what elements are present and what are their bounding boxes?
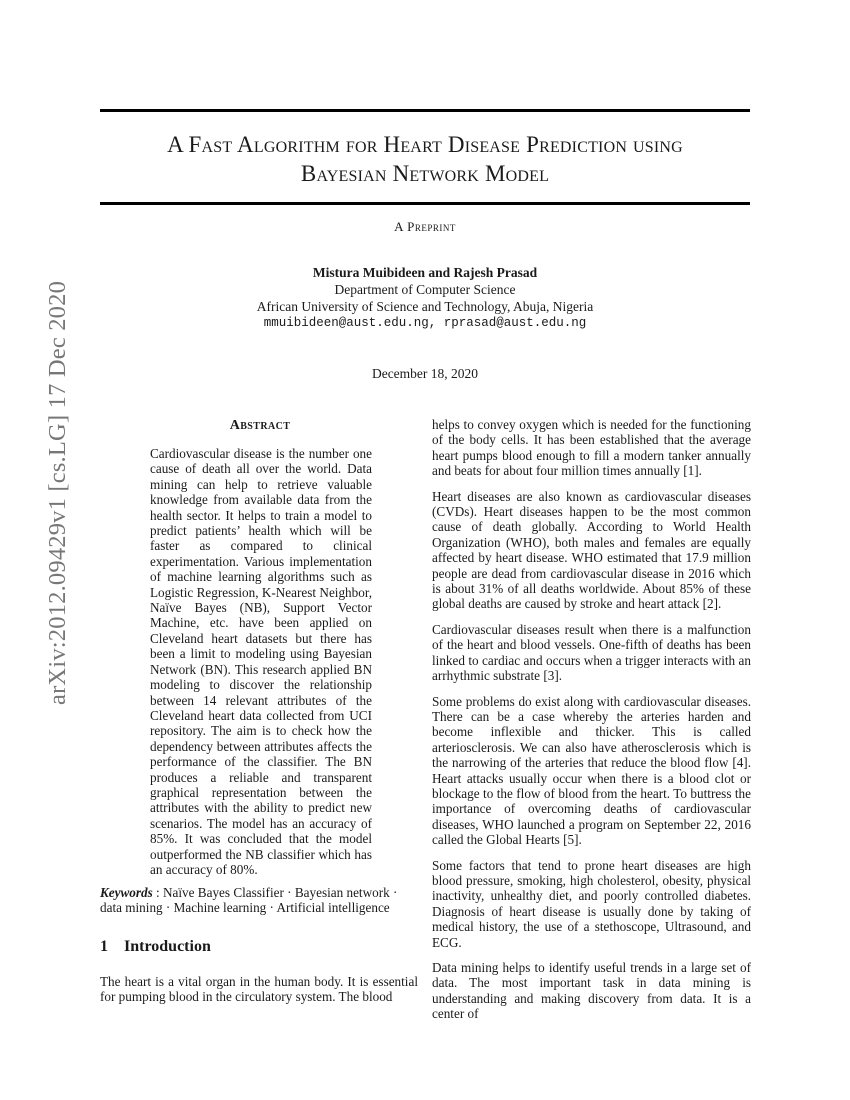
arxiv-id: arXiv:2012.09429v1 [cs.LG] 17 Dec 2020 xyxy=(44,280,71,705)
author-department: Department of Computer Science xyxy=(334,282,516,297)
paper-title xyxy=(100,130,750,188)
section-heading xyxy=(100,938,418,956)
keywords xyxy=(100,885,418,916)
paragraph: Cardiovascular diseases result when there is a malfunction of the heart and blood vessels. One-fifth of deaths has been linked to cardiac and occurs when a trigger interacts with an arrhythmic substrate [3]. xyxy=(432,621,751,684)
title-bottom-rule xyxy=(100,202,750,205)
section-number: 1 xyxy=(100,938,108,955)
right-column xyxy=(432,417,751,1032)
author-institution: African University of Science and Technology, Abuja, Nigeria xyxy=(256,299,594,314)
section-title: Introduction xyxy=(124,938,211,955)
preprint-label: A Preprint xyxy=(394,219,456,234)
paper-date: December 18, 2020 xyxy=(371,366,479,381)
abstract-text: Cardiovascular disease is the number one cause of death all over the world. Data mining can help to retrieve valuable knowledge from available data from the health sector. It helps to train a model to predict patients’ health which will be faster as compared to clinical experimentation. Various implementation of machine learning algorithms such as Logistic Regression, K-Nearest Neighbor, Naïve Bayes (NB), Support Vector Machine, etc. have been applied on Cleveland heart datasets but there has been a limit to modeling using Bayesian Network (BN). This research applied BN modeling to discover the relationship between 14 relevant attributes of the Cleveland heart data collected from UCI repository. The aim is to check how the dependency between attributes affects the performance of the classifier. The BN produces a reliable and transparent graphical representation between the attributes with the ability to predict new scenarios. The model has an accuracy of 85%. It was concluded that the model outperformed the NB classifier which has an accuracy of 80%. xyxy=(150,446,372,877)
title-line-2: Bayesian Network Model xyxy=(300,161,550,186)
keywords-label: Keywords xyxy=(100,885,153,900)
keywords-text: : Naïve Bayes Classifier · Bayesian network · data mining · Machine learning · Artificial intelligence xyxy=(100,885,398,916)
paragraph: Data mining helps to identify useful trends in a large set of data. The most important task in data mining is understanding and making discovery from data. It is a center of xyxy=(432,960,751,1022)
title-top-rule xyxy=(100,109,750,112)
intro-paragraph: The heart is a vital organ in the human body. It is essential for pumping blood in the circulatory system. The blood xyxy=(100,974,418,1005)
abstract-heading: Abstract xyxy=(229,418,291,433)
paragraph: Heart diseases are also known as cardiovascular diseases (CVDs). Heart diseases happen to be the most common cause of death globally. According to World Health Organization (WHO), both males and females are equally affected by heart disease. WHO estimated that 17.9 million people are dead from cardiovascular disease in 2016 which is about 31% of all deaths worldwide. About 85% of these global deaths are caused by stroke and heart attack [2]. xyxy=(432,488,751,612)
author-block xyxy=(100,264,750,332)
author-emails: mmuibideen@aust.edu.ng, rprasad@aust.edu.ng xyxy=(263,316,587,330)
title-line-1: A Fast Algorithm for Heart Disease Prediction using xyxy=(167,132,683,157)
author-names: Mistura Muibideen and Rajesh Prasad xyxy=(312,265,538,280)
paragraph: helps to convey oxygen which is needed for the functioning of the body cells. It has been established that the average heart pumps blood enough to fill a modern tanker annually and beats for about four million times annually [1]. xyxy=(432,417,751,479)
paragraph: Some problems do exist along with cardiovascular diseases. There can be a case whereby the arteries harden and become inflexible and thicker. This is called arteriosclerosis. We can also have atherosclerosis which is the narrowing of the arteries that reduce the blood flow [4]. Heart attacks usually occur when there is a blood clot or blockage to the flow of blood from the heart. To buttress the importance of overcoming deaths of cardiovascular diseases, WHO launched a program on September 22, 2016 called the Global Hearts [5]. xyxy=(432,693,751,848)
arxiv-stamp xyxy=(6,280,71,710)
paragraph: Some factors that tend to prone heart diseases are high blood pressure, smoking, high cholesterol, obesity, physical inactivity, unhealthy diet, and poorly controlled diabetes. Diagnosis of heart disease is usually done by taking of medical history, the use of a stethoscope, Ultrasound, and ECG. xyxy=(432,857,751,950)
